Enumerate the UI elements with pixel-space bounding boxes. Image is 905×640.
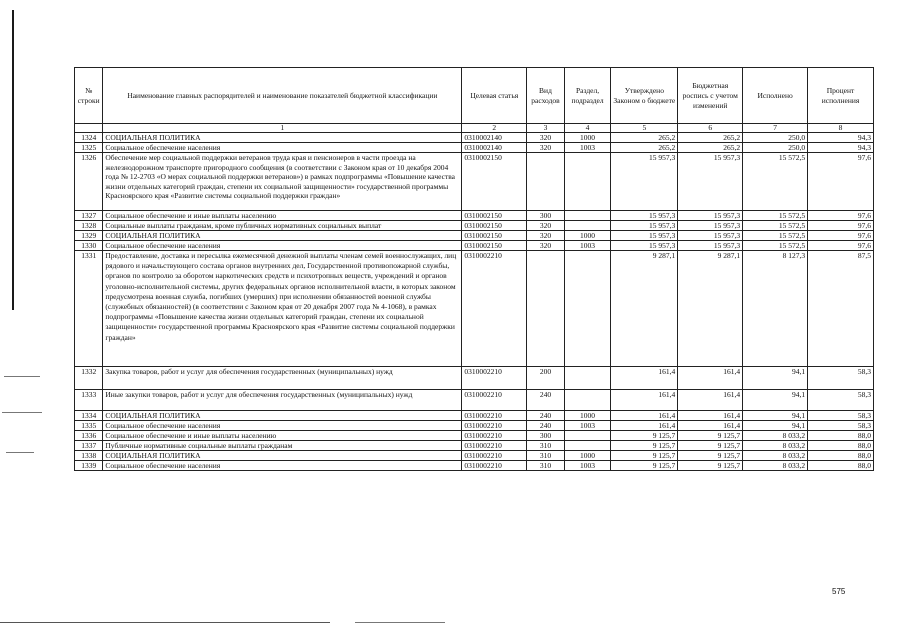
- table-row: [75, 241, 874, 251]
- cell-schedule: 9 125,7: [678, 431, 743, 441]
- cell-percent: 94,3: [808, 133, 874, 143]
- header-target: Целевая статья: [462, 68, 527, 124]
- cell-num: 1325: [75, 143, 103, 153]
- cell-name: СОЦИАЛЬНАЯ ПОЛИТИКА: [103, 231, 462, 241]
- cell-num: 1331: [75, 251, 103, 367]
- column-number: 2: [462, 124, 527, 133]
- cell-razdel: [564, 431, 611, 441]
- cell-executed: 250,0: [743, 143, 808, 153]
- column-number: 3: [527, 124, 565, 133]
- header-executed: Исполнено: [743, 68, 808, 124]
- cell-razdel: 1000: [564, 231, 611, 241]
- cell-executed: 94,1: [743, 390, 808, 411]
- cell-schedule: 161,4: [678, 367, 743, 390]
- cell-percent: 97,6: [808, 241, 874, 251]
- cell-num: 1334: [75, 411, 103, 421]
- cell-vid: [527, 251, 565, 367]
- cell-vid: 320: [527, 241, 565, 251]
- cell-schedule: 9 125,7: [678, 441, 743, 451]
- cell-executed: 15 572,5: [743, 241, 808, 251]
- cell-num: 1326: [75, 153, 103, 211]
- cell-percent: 97,6: [808, 221, 874, 231]
- header-percent: Процент исполнения: [808, 68, 874, 124]
- cell-executed: 8 033,2: [743, 451, 808, 461]
- cell-razdel: [564, 153, 611, 211]
- column-number: [75, 124, 103, 133]
- cell-approved: 161,4: [611, 390, 678, 411]
- cell-target: 0310002210: [462, 421, 527, 431]
- cell-target: 0310002210: [462, 441, 527, 451]
- cell-approved: 15 957,3: [611, 231, 678, 241]
- cell-vid: 320: [527, 221, 565, 231]
- cell-executed: 15 572,5: [743, 221, 808, 231]
- page-number: 575: [832, 587, 846, 596]
- cell-vid: 320: [527, 231, 565, 241]
- header-razdel: Раздел, подраздел: [564, 68, 611, 124]
- cell-target: 0310002210: [462, 367, 527, 390]
- cell-schedule: 15 957,3: [678, 241, 743, 251]
- cell-num: 1339: [75, 461, 103, 471]
- table-row: [75, 451, 874, 461]
- cell-name: Социальное обеспечение населения: [103, 241, 462, 251]
- cell-vid: 320: [527, 143, 565, 153]
- cell-percent: 97,6: [808, 153, 874, 211]
- scan-bottom-line-2: [355, 622, 445, 623]
- cell-executed: 250,0: [743, 133, 808, 143]
- cell-schedule: 161,4: [678, 421, 743, 431]
- cell-approved: 15 957,3: [611, 211, 678, 221]
- cell-razdel: [564, 251, 611, 367]
- cell-target: 0310002150: [462, 231, 527, 241]
- cell-approved: 15 957,3: [611, 153, 678, 211]
- cell-num: 1327: [75, 211, 103, 221]
- budget-table: [74, 67, 874, 471]
- cell-name: Социальное обеспечение населения: [103, 421, 462, 431]
- cell-approved: 265,2: [611, 143, 678, 153]
- cell-executed: 15 572,5: [743, 231, 808, 241]
- table-row: [75, 221, 874, 231]
- cell-percent: 97,6: [808, 211, 874, 221]
- cell-schedule: 15 957,3: [678, 211, 743, 221]
- cell-name: СОЦИАЛЬНАЯ ПОЛИТИКА: [103, 451, 462, 461]
- cell-target: 0310002150: [462, 221, 527, 231]
- cell-vid: 300: [527, 211, 565, 221]
- table-row: [75, 421, 874, 431]
- cell-percent: 58,3: [808, 390, 874, 411]
- table-row: [75, 461, 874, 471]
- cell-percent: 88,0: [808, 441, 874, 451]
- cell-schedule: 15 957,3: [678, 221, 743, 231]
- cell-approved: 265,2: [611, 133, 678, 143]
- table-header: [75, 68, 874, 133]
- cell-percent: 58,3: [808, 411, 874, 421]
- cell-name: Иные закупки товаров, работ и услуг для обеспечения государственных (муниципальных) нужд: [103, 390, 462, 411]
- cell-razdel: [564, 390, 611, 411]
- cell-name: Социальное обеспечение населения: [103, 143, 462, 153]
- cell-vid: 310: [527, 451, 565, 461]
- table-row: [75, 441, 874, 451]
- cell-executed: 94,1: [743, 411, 808, 421]
- table-row: [75, 251, 874, 367]
- table-row: [75, 390, 874, 411]
- cell-name: Публичные нормативные социальные выплаты гражданам: [103, 441, 462, 451]
- cell-num: 1338: [75, 451, 103, 461]
- scan-edge-line: [12, 10, 14, 310]
- header-row: [75, 68, 874, 124]
- cell-target: 0310002150: [462, 241, 527, 251]
- cell-target: 0310002210: [462, 411, 527, 421]
- cell-target: 0310002210: [462, 431, 527, 441]
- cell-schedule: 9 125,7: [678, 451, 743, 461]
- cell-percent: 88,0: [808, 451, 874, 461]
- cell-razdel: [564, 221, 611, 231]
- cell-vid: 200: [527, 367, 565, 390]
- header-approved: Утверждено Законом о бюджете: [611, 68, 678, 124]
- cell-approved: 161,4: [611, 421, 678, 431]
- cell-executed: 8 033,2: [743, 461, 808, 471]
- column-number: 1: [103, 124, 462, 133]
- cell-name: Социальное обеспечение населения: [103, 461, 462, 471]
- cell-percent: 88,0: [808, 461, 874, 471]
- cell-razdel: 1000: [564, 411, 611, 421]
- cell-razdel: [564, 441, 611, 451]
- cell-num: 1335: [75, 421, 103, 431]
- cell-num: 1330: [75, 241, 103, 251]
- cell-razdel: [564, 367, 611, 390]
- table-row: [75, 153, 874, 211]
- cell-target: 0310002150: [462, 211, 527, 221]
- header-schedule: Бюджетная роспись с учетом изменений: [678, 68, 743, 124]
- cell-vid: [527, 153, 565, 211]
- cell-razdel: 1000: [564, 451, 611, 461]
- cell-vid: 300: [527, 431, 565, 441]
- column-number: 7: [743, 124, 808, 133]
- table-row: [75, 431, 874, 441]
- cell-approved: 15 957,3: [611, 241, 678, 251]
- table-row: [75, 231, 874, 241]
- cell-name: Социальное обеспечение и иные выплаты населению: [103, 211, 462, 221]
- table-row: [75, 133, 874, 143]
- cell-target: 0310002210: [462, 451, 527, 461]
- table-row: [75, 143, 874, 153]
- table-row: [75, 367, 874, 390]
- cell-razdel: 1003: [564, 143, 611, 153]
- cell-target: 0310002210: [462, 390, 527, 411]
- cell-name: Социальные выплаты гражданам, кроме публичных нормативных социальных выплат: [103, 221, 462, 231]
- column-number: 8: [808, 124, 874, 133]
- cell-approved: 9 125,7: [611, 441, 678, 451]
- cell-name: Обеспечение мер социальной поддержки ветеранов труда края и пенсионеров в части проезда на железнодорожном транспорте пригородного сообщения (в соответствии с Законом края от 10 декабря 2004 года № 12-2703 «О мерах социальной поддержки ветеранов») в рамках подпрограммы «Повышение качества жизни отдельных категорий граждан, степени их социальной защищенности» государственной программы Красноярского края «Развитие системы социальной поддержки граждан»: [103, 153, 462, 211]
- cell-target: 0310002140: [462, 133, 527, 143]
- cell-executed: 8 127,3: [743, 251, 808, 367]
- table-body: [75, 133, 874, 471]
- cell-schedule: 9 287,1: [678, 251, 743, 367]
- header-num: № строки: [75, 68, 103, 124]
- cell-num: 1333: [75, 390, 103, 411]
- cell-num: 1328: [75, 221, 103, 231]
- cell-schedule: 161,4: [678, 390, 743, 411]
- header-vid: Вид расходов: [527, 68, 565, 124]
- cell-razdel: 1003: [564, 241, 611, 251]
- cell-percent: 87,5: [808, 251, 874, 367]
- cell-target: 0310002140: [462, 143, 527, 153]
- cell-percent: 97,6: [808, 231, 874, 241]
- cell-razdel: 1003: [564, 421, 611, 431]
- cell-name: СОЦИАЛЬНАЯ ПОЛИТИКА: [103, 411, 462, 421]
- column-numbers-row: [75, 124, 874, 133]
- table-row: [75, 411, 874, 421]
- cell-approved: 9 125,7: [611, 431, 678, 441]
- cell-razdel: 1003: [564, 461, 611, 471]
- cell-percent: 58,3: [808, 421, 874, 431]
- scan-bottom-line: [0, 622, 330, 623]
- cell-approved: 9 125,7: [611, 461, 678, 471]
- cell-target: 0310002210: [462, 461, 527, 471]
- cell-percent: 94,3: [808, 143, 874, 153]
- column-number: 4: [564, 124, 611, 133]
- cell-executed: 15 572,5: [743, 153, 808, 211]
- cell-schedule: 161,4: [678, 411, 743, 421]
- cell-vid: 320: [527, 133, 565, 143]
- cell-name: Закупка товаров, работ и услуг для обеспечения государственных (муниципальных) нужд: [103, 367, 462, 390]
- cell-schedule: 265,2: [678, 133, 743, 143]
- column-number: 5: [611, 124, 678, 133]
- table-row: [75, 211, 874, 221]
- cell-approved: 9 287,1: [611, 251, 678, 367]
- cell-schedule: 15 957,3: [678, 153, 743, 211]
- cell-percent: 88,0: [808, 431, 874, 441]
- cell-executed: 8 033,2: [743, 441, 808, 451]
- cell-approved: 161,4: [611, 367, 678, 390]
- cell-num: 1337: [75, 441, 103, 451]
- cell-name: Предоставление, доставка и пересылка ежемесячной денежной выплаты членам семей военнослужащих, лиц рядового и начальствующего состава органов внутренних дел, Государственной противопожарной службы, органов по контролю за оборотом наркотических средств и психотропных веществ, учреждений и органов уголовно-исполнительной системы, других федеральных органов исполнительной власти, в которых законом предусмотрена военная служба, погибших (умерших) при исполнении обязанностей военной службы (служебных обязанностей) (в соответствии с Законом края от 20 декабря 2007 года № 4-1068), в рамках подпрограммы «Повышение качества жизни отдельных категорий граждан, степени их социальной защищенности» государственной программы Красноярского края «Развитие системы социальной поддержки граждан»: [103, 251, 462, 367]
- cell-razdel: [564, 211, 611, 221]
- cell-vid: 310: [527, 441, 565, 451]
- cell-vid: 240: [527, 411, 565, 421]
- cell-num: 1332: [75, 367, 103, 390]
- cell-percent: 58,3: [808, 367, 874, 390]
- cell-approved: 15 957,3: [611, 221, 678, 231]
- cell-num: 1324: [75, 133, 103, 143]
- cell-executed: 8 033,2: [743, 431, 808, 441]
- cell-num: 1329: [75, 231, 103, 241]
- column-number: 6: [678, 124, 743, 133]
- cell-executed: 94,1: [743, 421, 808, 431]
- cell-executed: 15 572,5: [743, 211, 808, 221]
- cell-target: 0310002210: [462, 251, 527, 367]
- cell-name: Социальное обеспечение и иные выплаты населению: [103, 431, 462, 441]
- cell-target: 0310002150: [462, 153, 527, 211]
- cell-schedule: 9 125,7: [678, 461, 743, 471]
- cell-approved: 161,4: [611, 411, 678, 421]
- cell-schedule: 265,2: [678, 143, 743, 153]
- cell-executed: 94,1: [743, 367, 808, 390]
- cell-razdel: 1000: [564, 133, 611, 143]
- cell-vid: 240: [527, 390, 565, 411]
- cell-name: СОЦИАЛЬНАЯ ПОЛИТИКА: [103, 133, 462, 143]
- cell-vid: 240: [527, 421, 565, 431]
- cell-approved: 9 125,7: [611, 451, 678, 461]
- cell-schedule: 15 957,3: [678, 231, 743, 241]
- cell-num: 1336: [75, 431, 103, 441]
- header-name: Наименование главных распорядителей и наименование показателей бюджетной классификации: [103, 68, 462, 124]
- scan-margin-marks: [0, 360, 60, 480]
- cell-vid: 310: [527, 461, 565, 471]
